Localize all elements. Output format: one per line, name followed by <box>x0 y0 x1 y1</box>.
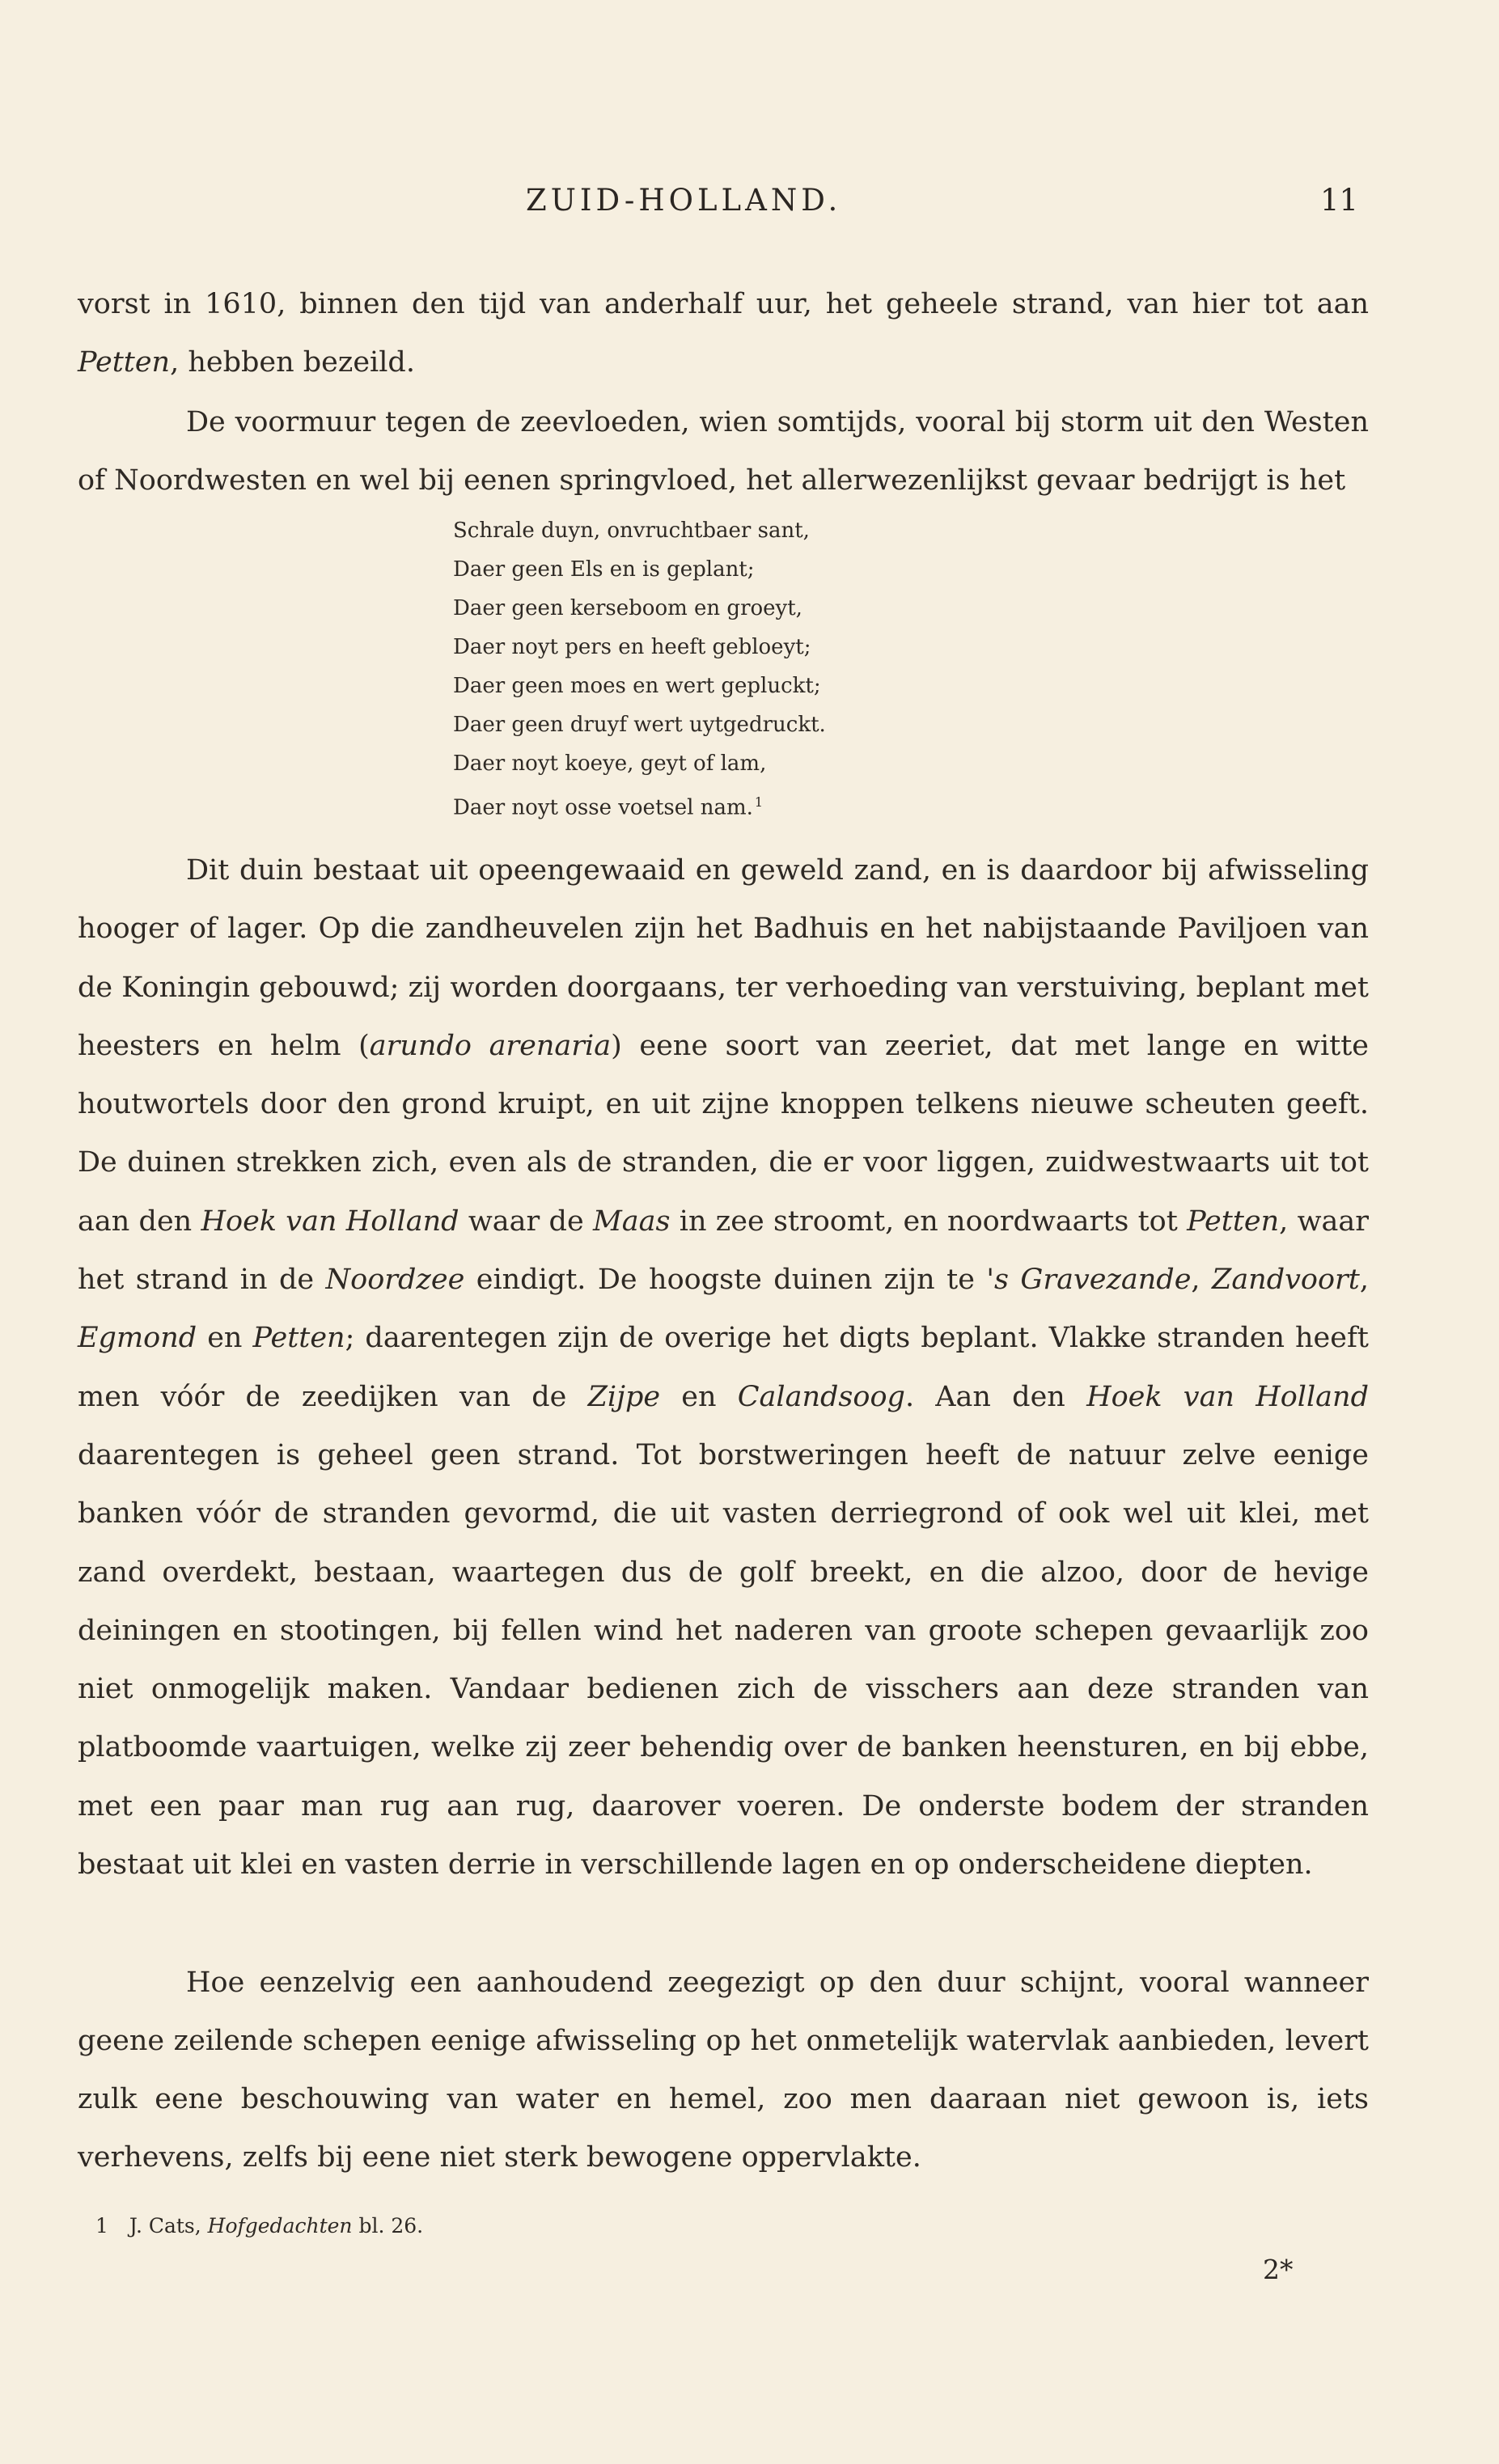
text-run: . Aan den <box>904 1380 1087 1413</box>
place-name: Noordzee <box>325 1264 465 1297</box>
latin-name: arundo arenaria <box>369 1029 612 1062</box>
text-run: vorst in 1610, binnen den tijd van anderhalf uur, het geheele strand, van hier tot aan <box>78 288 1369 320</box>
paragraph-voormuur <box>78 393 1369 510</box>
footnote-reference: bl. 26. <box>358 2214 424 2237</box>
place-name: Calandsoog <box>737 1380 905 1413</box>
place-name: Zijpe <box>587 1380 661 1413</box>
poem-line-last <box>453 783 826 828</box>
place-name: Petten <box>252 1322 345 1355</box>
poem-line: Daer geen druyf wert uytgedruckt. <box>453 713 826 737</box>
running-title: ZUID-HOLLAND. <box>526 183 842 218</box>
text-run: , <box>1359 1264 1369 1297</box>
poem-quote <box>453 511 826 828</box>
poem-line: Daer geen moes en wert gepluckt; <box>453 674 821 698</box>
poem-line: Daer geen kerseboom en groeyt, <box>453 596 802 620</box>
paragraph-continuation <box>78 275 1369 392</box>
text-run: en <box>660 1380 738 1413</box>
text-run: waar de <box>459 1204 593 1238</box>
text-run: , <box>1191 1264 1212 1297</box>
text-run: en <box>197 1322 253 1355</box>
place-name: Maas <box>592 1204 671 1238</box>
text-run: eindigt. De hoogste duinen zijn te <box>464 1264 987 1297</box>
text-run: , waar het strand in de <box>78 1204 1369 1297</box>
place-name: 's Gravezande <box>986 1264 1192 1297</box>
running-head <box>0 183 1499 220</box>
poem-line: Daer noyt osse voetsel nam. <box>453 795 753 820</box>
text-run: ) eene soort van zeeriet, dat met lange en witte houtwortels door den grond kruipt, en uit zijne knoppen telkens nieuwe scheuten geeft. De duinen strekken zich, even als de stranden, die er voor liggen, zuidwestwaarts uit tot aan den <box>78 1029 1370 1238</box>
place-name: Zandvoort <box>1212 1264 1360 1297</box>
paragraph-text: Hoe eenzelvig een aanhoudend zeegezigt op den duur schijnt, vooral wanneer geene zeilende schepen eenige afwisseling op het onmetelijk watervlak aanbieden, levert zulk eene beschouwing van water en hemel, zoo men daaraan niet gewoon is, iets verhevens, zelfs bij eene niet sterk bewogene oppervlakte. <box>78 1967 1369 2174</box>
signature-mark: 2* <box>1263 2254 1294 2285</box>
place-name: Egmond <box>78 1322 197 1355</box>
text-run: , hebben bezeild. <box>170 346 415 379</box>
text-run: Dit duin bestaat uit opeengewaaid en geweld zand, en is daardoor bij afwisseling hooger of lager. Op die zandheuvelen zijn het Badhuis en het nabijstaande Paviljoen van de Koningin gebouwd; zij worden doorgaans, ter verhoeding van verstuiving, beplant met heesters en helm ( <box>78 854 1369 1062</box>
footnote-number: 1 <box>95 2214 108 2237</box>
footnote <box>95 2214 423 2237</box>
poem-line: Daer noyt koeye, geyt of lam, <box>453 751 767 776</box>
text-run: ; daarentegen zijn de overige het digts beplant. Vlakke stranden heeft men vóór de zeedijken van de <box>78 1322 1370 1413</box>
paragraph-zeegezigt <box>78 1954 1369 2187</box>
place-name: Petten <box>78 346 171 379</box>
place-name: Hoek van Holland <box>201 1204 459 1238</box>
poem-line: Daer noyt pers en heeft gebloeyt; <box>453 635 811 659</box>
text-run: daarentegen is geheel geen strand. Tot borstweringen heeft de natuur zelve eenige banken vóór de stranden gevormd, die uit vasten derriegrond of ook wel uit klei, met zand overdekt, bestaan, waartegen dus de golf breekt, en die alzoo, door de hevige deiningen en stootingen, bij fellen wind het naderen van groote schepen gevaarlijk zoo niet onmogelijk maken. Vandaar bedienen zich de visschers aan deze stranden van platboomde vaartuigen, welke zij zeer behendig over de banken heensturen, en bij ebbe, met een paar man rug aan rug, daarover voeren. De onderste bodem der stranden bestaat uit klei en vasten derrie in verschillende lagen en op onderscheidene diepten. <box>78 1438 1369 1882</box>
page-number: 11 <box>1320 183 1359 218</box>
poem-line: Daer geen Els en is geplant; <box>453 557 755 582</box>
footnote-author: J. Cats, <box>129 2214 201 2237</box>
place-name: Petten <box>1187 1204 1280 1238</box>
place-name: Hoek van Holland <box>1086 1380 1369 1413</box>
paragraph-text: De voormuur tegen de zeevloeden, wien somtijds, vooral bij storm uit den Westen of Noordwesten en wel bij eenen springvloed, het allerwezenlijkst gevaar bedrijgt is het <box>78 406 1369 497</box>
poem-line: Schrale duyn, onvruchtbaer sant, <box>453 519 810 543</box>
footnote-work: Hofgedachten <box>207 2214 353 2237</box>
footnote-marker: 1 <box>754 794 764 810</box>
paragraph-duin <box>78 841 1369 1894</box>
text-run: in zee stroomt, en noordwaarts tot <box>670 1204 1188 1238</box>
